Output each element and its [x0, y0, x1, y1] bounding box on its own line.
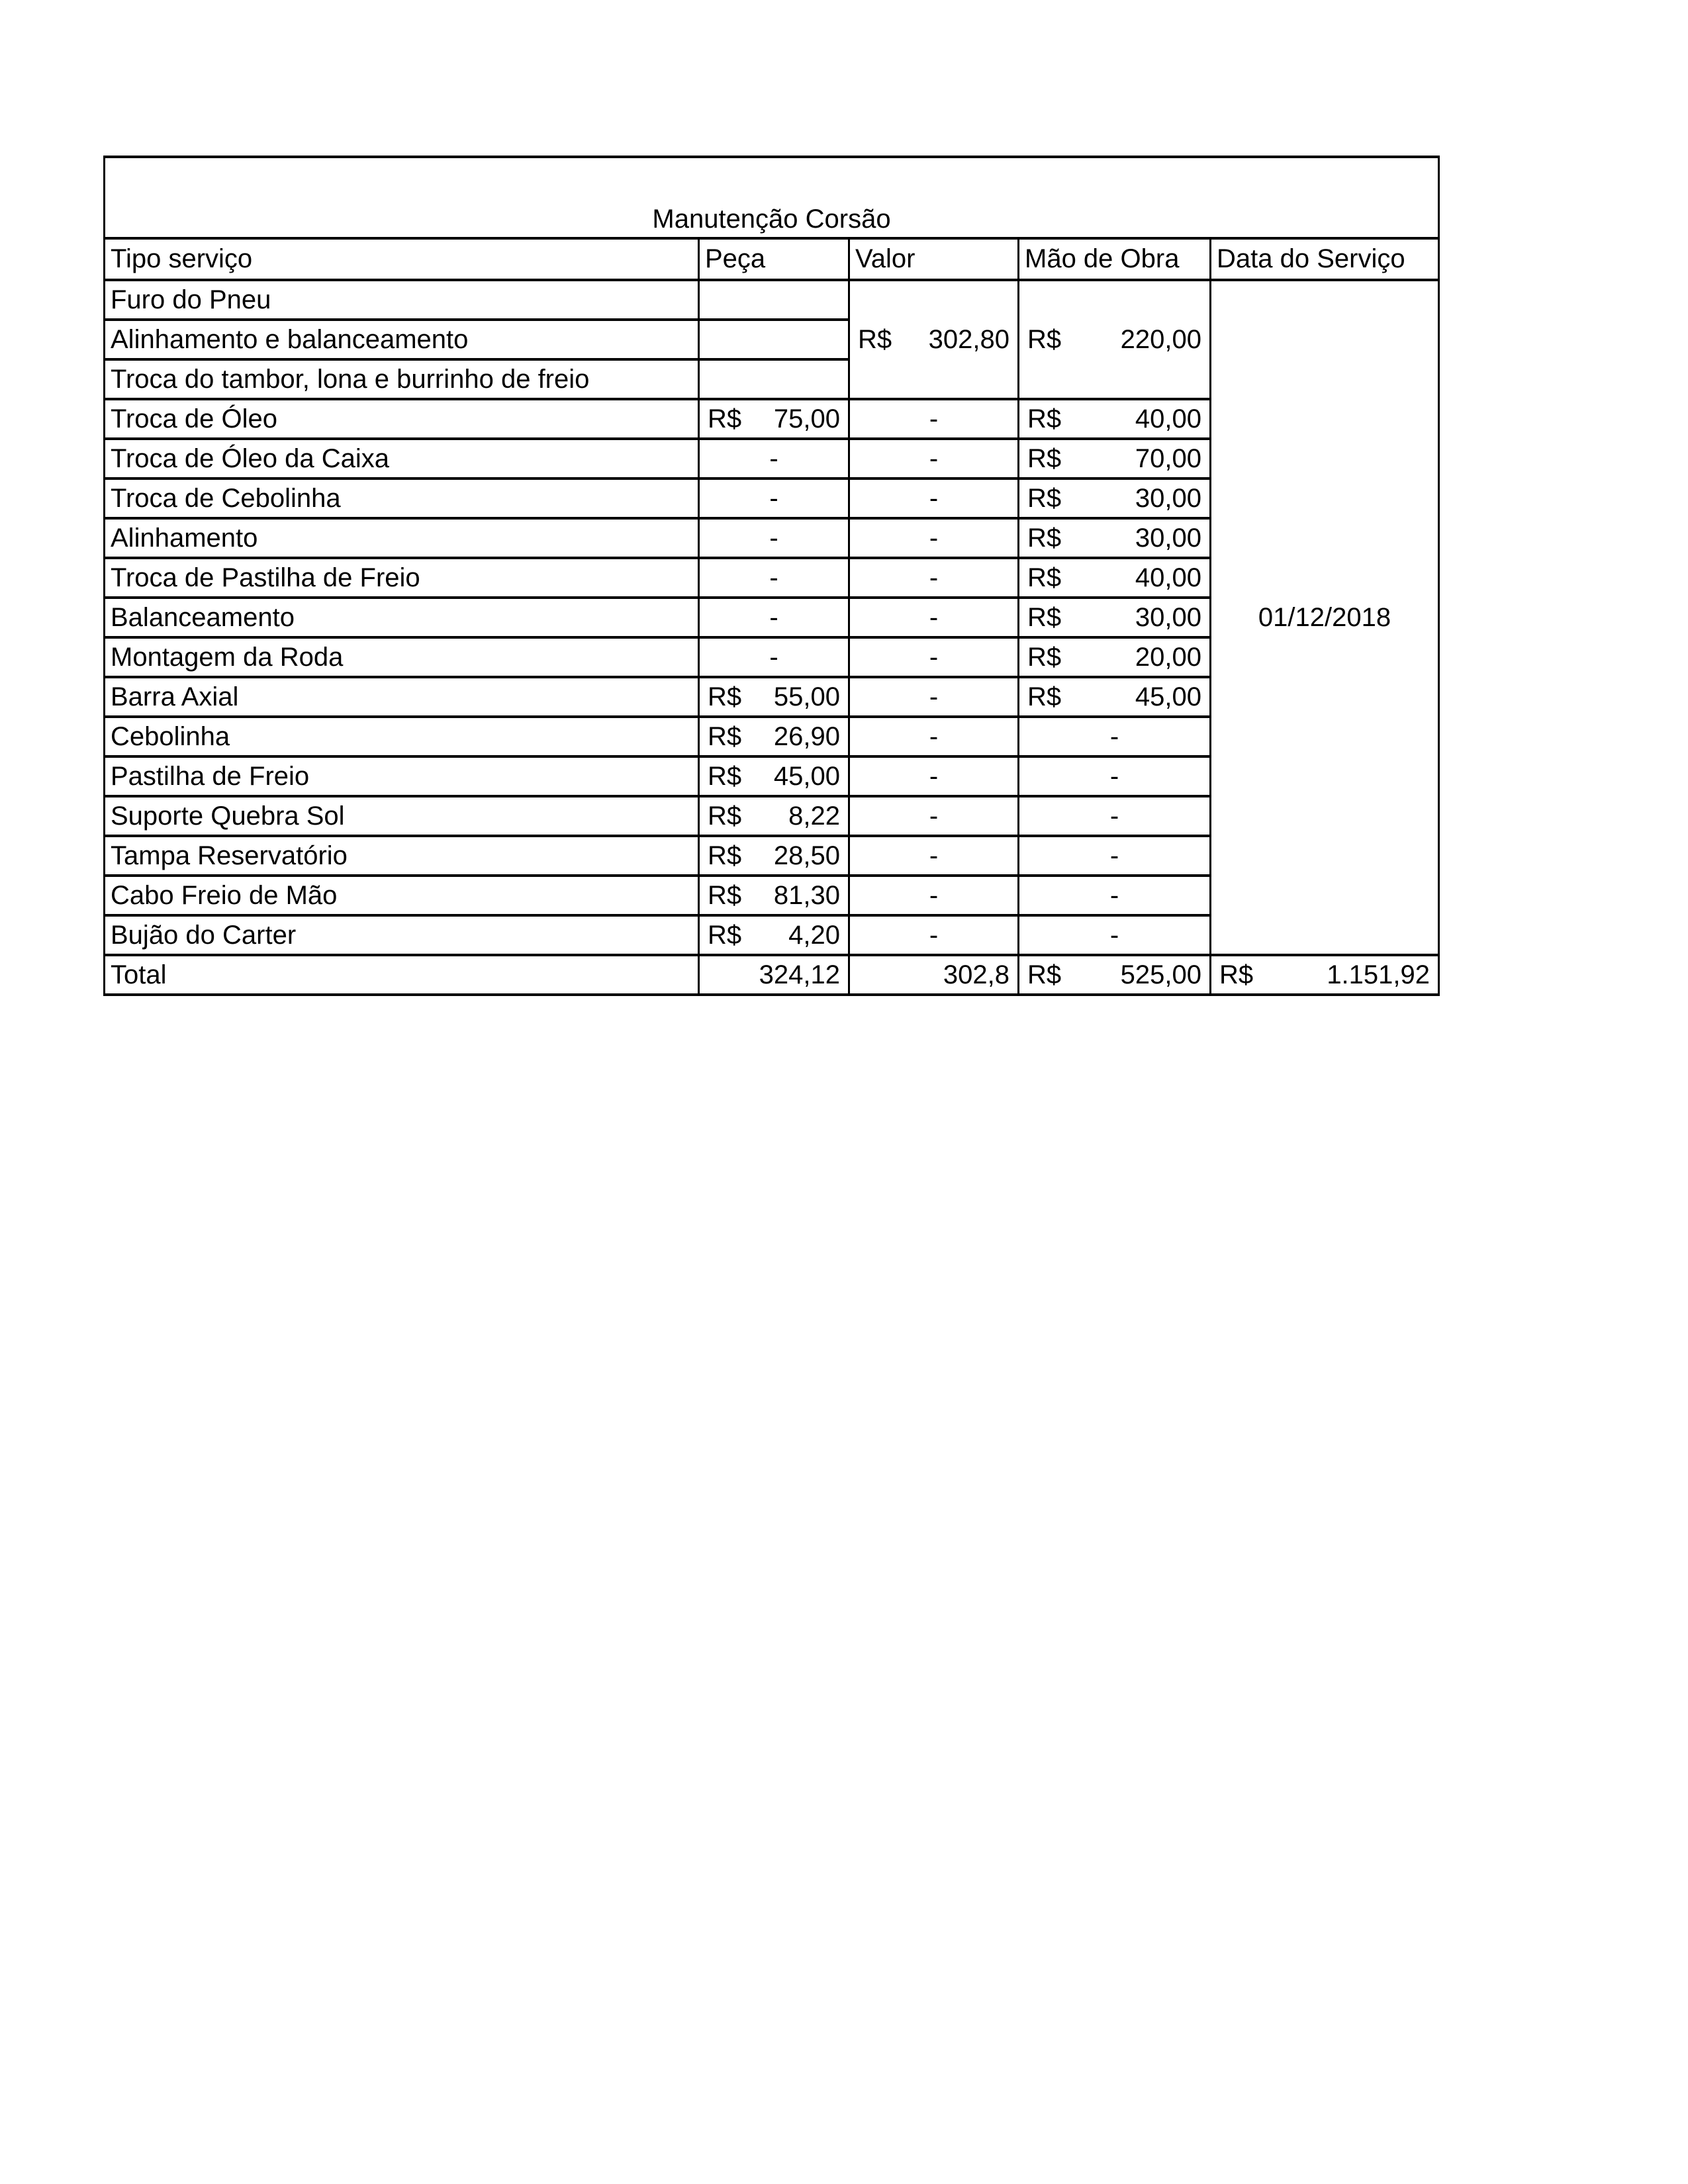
zero-dash: - — [929, 801, 939, 831]
money-content — [850, 643, 1017, 672]
service-cell: Troca do tambor, lona e burrinho de freio — [105, 359, 699, 399]
zero-dash: - — [769, 642, 778, 672]
money-content — [850, 762, 1017, 792]
total-peca-cell — [699, 955, 849, 995]
valor-cell — [849, 876, 1019, 915]
money-content — [1019, 921, 1209, 950]
money-content — [1019, 523, 1209, 553]
currency-symbol: R$ — [858, 324, 892, 354]
money-content — [700, 762, 848, 792]
currency-symbol: R$ — [708, 721, 742, 751]
currency-symbol: R$ — [1027, 682, 1062, 711]
mao-cell — [1019, 717, 1211, 756]
money-content — [850, 603, 1017, 633]
money-content — [1019, 643, 1209, 672]
table-row — [105, 280, 1439, 320]
zero-dash: - — [1109, 920, 1119, 950]
peca-cell — [699, 320, 849, 359]
currency-symbol: R$ — [1219, 960, 1254, 989]
currency-symbol: R$ — [708, 920, 742, 950]
zero-dash: - — [929, 523, 939, 553]
peca-cell — [699, 518, 849, 558]
zero-dash: - — [929, 443, 939, 473]
amount-value: 4,20 — [788, 920, 840, 950]
zero-dash: - — [1109, 761, 1119, 791]
currency-symbol: R$ — [1027, 602, 1062, 632]
service-cell: Troca de Cebolinha — [105, 478, 699, 518]
peca-cell — [699, 478, 849, 518]
currency-symbol: R$ — [1027, 523, 1062, 553]
amount-value: 40,00 — [1135, 563, 1201, 592]
money-content — [700, 444, 848, 474]
zero-dash: - — [1109, 721, 1119, 751]
amount-value: 30,00 — [1135, 602, 1201, 632]
money-content — [1019, 881, 1209, 911]
zero-dash: - — [929, 721, 939, 751]
peca-cell — [699, 598, 849, 637]
money-content — [1019, 404, 1209, 434]
currency-symbol: R$ — [1027, 443, 1062, 473]
zero-dash: - — [1109, 841, 1119, 870]
mao-merged-cell — [1019, 280, 1211, 399]
amount-value: 302,80 — [928, 324, 1009, 354]
valor-cell — [849, 796, 1019, 836]
mao-cell — [1019, 876, 1211, 915]
currency-symbol: R$ — [1027, 563, 1062, 592]
service-cell: Bujão do Carter — [105, 915, 699, 955]
col-header-mao-de-obra: Mão de Obra — [1019, 238, 1211, 280]
service-cell: Pastilha de Freio — [105, 756, 699, 796]
peca-cell — [699, 637, 849, 677]
money-content — [700, 484, 848, 514]
amount-value: 525,00 — [1120, 960, 1201, 989]
amount-value: 30,00 — [1135, 523, 1201, 553]
money-content — [850, 921, 1017, 950]
zero-dash: - — [929, 404, 939, 433]
money-content — [850, 523, 1017, 553]
money-content — [850, 563, 1017, 593]
zero-dash: - — [769, 443, 778, 473]
zero-dash: - — [929, 563, 939, 592]
amount-value: 75,00 — [773, 404, 840, 433]
money-content — [850, 325, 1017, 355]
money-content — [700, 722, 848, 752]
money-content — [850, 722, 1017, 752]
valor-cell — [849, 915, 1019, 955]
col-header-peca: Peça — [699, 238, 849, 280]
amount-value: 55,00 — [773, 682, 840, 711]
peca-cell — [699, 756, 849, 796]
currency-symbol: R$ — [1027, 960, 1062, 989]
amount-value: 220,00 — [1120, 324, 1201, 354]
mao-cell — [1019, 478, 1211, 518]
currency-symbol: R$ — [1027, 324, 1062, 354]
money-content — [700, 643, 848, 672]
money-content — [850, 444, 1017, 474]
amount-value: 8,22 — [788, 801, 840, 831]
money-content — [850, 960, 1017, 990]
service-cell: Cabo Freio de Mão — [105, 876, 699, 915]
amount-value: 28,50 — [773, 841, 840, 870]
service-cell: Suporte Quebra Sol — [105, 796, 699, 836]
zero-dash: - — [929, 841, 939, 870]
money-content — [850, 801, 1017, 831]
valor-merged-cell — [849, 280, 1019, 399]
maintenance-table — [103, 156, 1440, 996]
currency-symbol: R$ — [708, 801, 742, 831]
valor-cell — [849, 836, 1019, 876]
peca-cell — [699, 915, 849, 955]
peca-cell — [699, 677, 849, 717]
service-cell: Montagem da Roda — [105, 637, 699, 677]
zero-dash: - — [769, 563, 778, 592]
money-content — [1019, 682, 1209, 712]
money-content — [700, 801, 848, 831]
zero-dash: - — [929, 761, 939, 791]
amount-value: 40,00 — [1135, 404, 1201, 433]
money-content — [1019, 841, 1209, 871]
money-content — [700, 960, 848, 990]
mao-cell — [1019, 836, 1211, 876]
mao-cell — [1019, 558, 1211, 598]
service-cell: Balanceamento — [105, 598, 699, 637]
money-content — [1211, 960, 1438, 990]
amount-value: 324,12 — [759, 960, 840, 989]
peca-cell — [699, 359, 849, 399]
zero-dash: - — [929, 602, 939, 632]
amount-value: 302,8 — [943, 960, 1009, 989]
money-content — [850, 841, 1017, 871]
col-header-tipo-servico: Tipo serviço — [105, 238, 699, 280]
money-content — [1019, 325, 1209, 355]
grand-total-cell — [1211, 955, 1439, 995]
money-content — [700, 523, 848, 553]
service-cell: Furo do Pneu — [105, 280, 699, 320]
money-content — [1019, 960, 1209, 990]
zero-dash: - — [929, 642, 939, 672]
mao-cell — [1019, 796, 1211, 836]
zero-dash: - — [929, 682, 939, 711]
zero-dash: - — [929, 880, 939, 910]
valor-cell — [849, 598, 1019, 637]
col-header-data-do-servico: Data do Serviço — [1211, 238, 1439, 280]
currency-symbol: R$ — [1027, 404, 1062, 433]
money-content — [1019, 444, 1209, 474]
amount-value: 26,90 — [773, 721, 840, 751]
money-content — [1019, 801, 1209, 831]
peca-cell — [699, 876, 849, 915]
mao-cell — [1019, 756, 1211, 796]
money-content — [1019, 563, 1209, 593]
currency-symbol: R$ — [708, 404, 742, 433]
peca-cell — [699, 796, 849, 836]
header-row — [105, 238, 1439, 280]
money-content — [1019, 603, 1209, 633]
valor-cell — [849, 518, 1019, 558]
peca-cell — [699, 280, 849, 320]
valor-cell — [849, 439, 1019, 478]
amount-value: 20,00 — [1135, 642, 1201, 672]
mao-cell — [1019, 439, 1211, 478]
currency-symbol: R$ — [708, 682, 742, 711]
money-content — [850, 881, 1017, 911]
total-row — [105, 955, 1439, 995]
total-mao-cell — [1019, 955, 1211, 995]
money-content — [700, 404, 848, 434]
currency-symbol: R$ — [1027, 483, 1062, 513]
zero-dash: - — [769, 483, 778, 513]
valor-cell — [849, 756, 1019, 796]
currency-symbol: R$ — [708, 761, 742, 791]
service-cell: Troca de Óleo — [105, 399, 699, 439]
amount-value: 45,00 — [773, 761, 840, 791]
service-cell: Troca de Pastilha de Freio — [105, 558, 699, 598]
currency-symbol: R$ — [708, 880, 742, 910]
service-cell: Tampa Reservatório — [105, 836, 699, 876]
amount-value: 70,00 — [1135, 443, 1201, 473]
mao-cell — [1019, 915, 1211, 955]
mao-cell — [1019, 637, 1211, 677]
service-cell: Barra Axial — [105, 677, 699, 717]
valor-cell — [849, 478, 1019, 518]
service-date-cell: 01/12/2018 — [1211, 280, 1439, 955]
valor-cell — [849, 677, 1019, 717]
amount-value: 1.151,92 — [1327, 960, 1430, 989]
peca-cell — [699, 717, 849, 756]
valor-cell — [849, 399, 1019, 439]
money-content — [850, 404, 1017, 434]
money-content — [1019, 762, 1209, 792]
money-content — [700, 921, 848, 950]
peca-cell — [699, 439, 849, 478]
valor-cell — [849, 558, 1019, 598]
amount-value: 81,30 — [773, 880, 840, 910]
zero-dash: - — [1109, 880, 1119, 910]
peca-cell — [699, 399, 849, 439]
mao-cell — [1019, 399, 1211, 439]
title-row — [105, 157, 1439, 238]
amount-value: 45,00 — [1135, 682, 1201, 711]
money-content — [700, 881, 848, 911]
peca-cell — [699, 836, 849, 876]
currency-symbol: R$ — [708, 841, 742, 870]
col-header-valor: Valor — [849, 238, 1019, 280]
mao-cell — [1019, 518, 1211, 558]
zero-dash: - — [929, 483, 939, 513]
peca-cell — [699, 558, 849, 598]
total-label-cell: Total — [105, 955, 699, 995]
mao-cell — [1019, 598, 1211, 637]
zero-dash: - — [769, 523, 778, 553]
mao-cell — [1019, 677, 1211, 717]
service-cell: Cebolinha — [105, 717, 699, 756]
zero-dash: - — [769, 602, 778, 632]
service-cell: Alinhamento e balanceamento — [105, 320, 699, 359]
amount-value: 30,00 — [1135, 483, 1201, 513]
valor-cell — [849, 717, 1019, 756]
money-content — [850, 682, 1017, 712]
table-title: Manutenção Corsão — [105, 157, 1439, 238]
money-content — [700, 603, 848, 633]
zero-dash: - — [1109, 801, 1119, 831]
money-content — [700, 563, 848, 593]
money-content — [700, 841, 848, 871]
currency-symbol: R$ — [1027, 642, 1062, 672]
service-cell: Alinhamento — [105, 518, 699, 558]
service-cell: Troca de Óleo da Caixa — [105, 439, 699, 478]
money-content — [850, 484, 1017, 514]
money-content — [1019, 722, 1209, 752]
zero-dash: - — [929, 920, 939, 950]
money-content — [700, 682, 848, 712]
money-content — [1019, 484, 1209, 514]
valor-cell — [849, 637, 1019, 677]
total-valor-cell — [849, 955, 1019, 995]
